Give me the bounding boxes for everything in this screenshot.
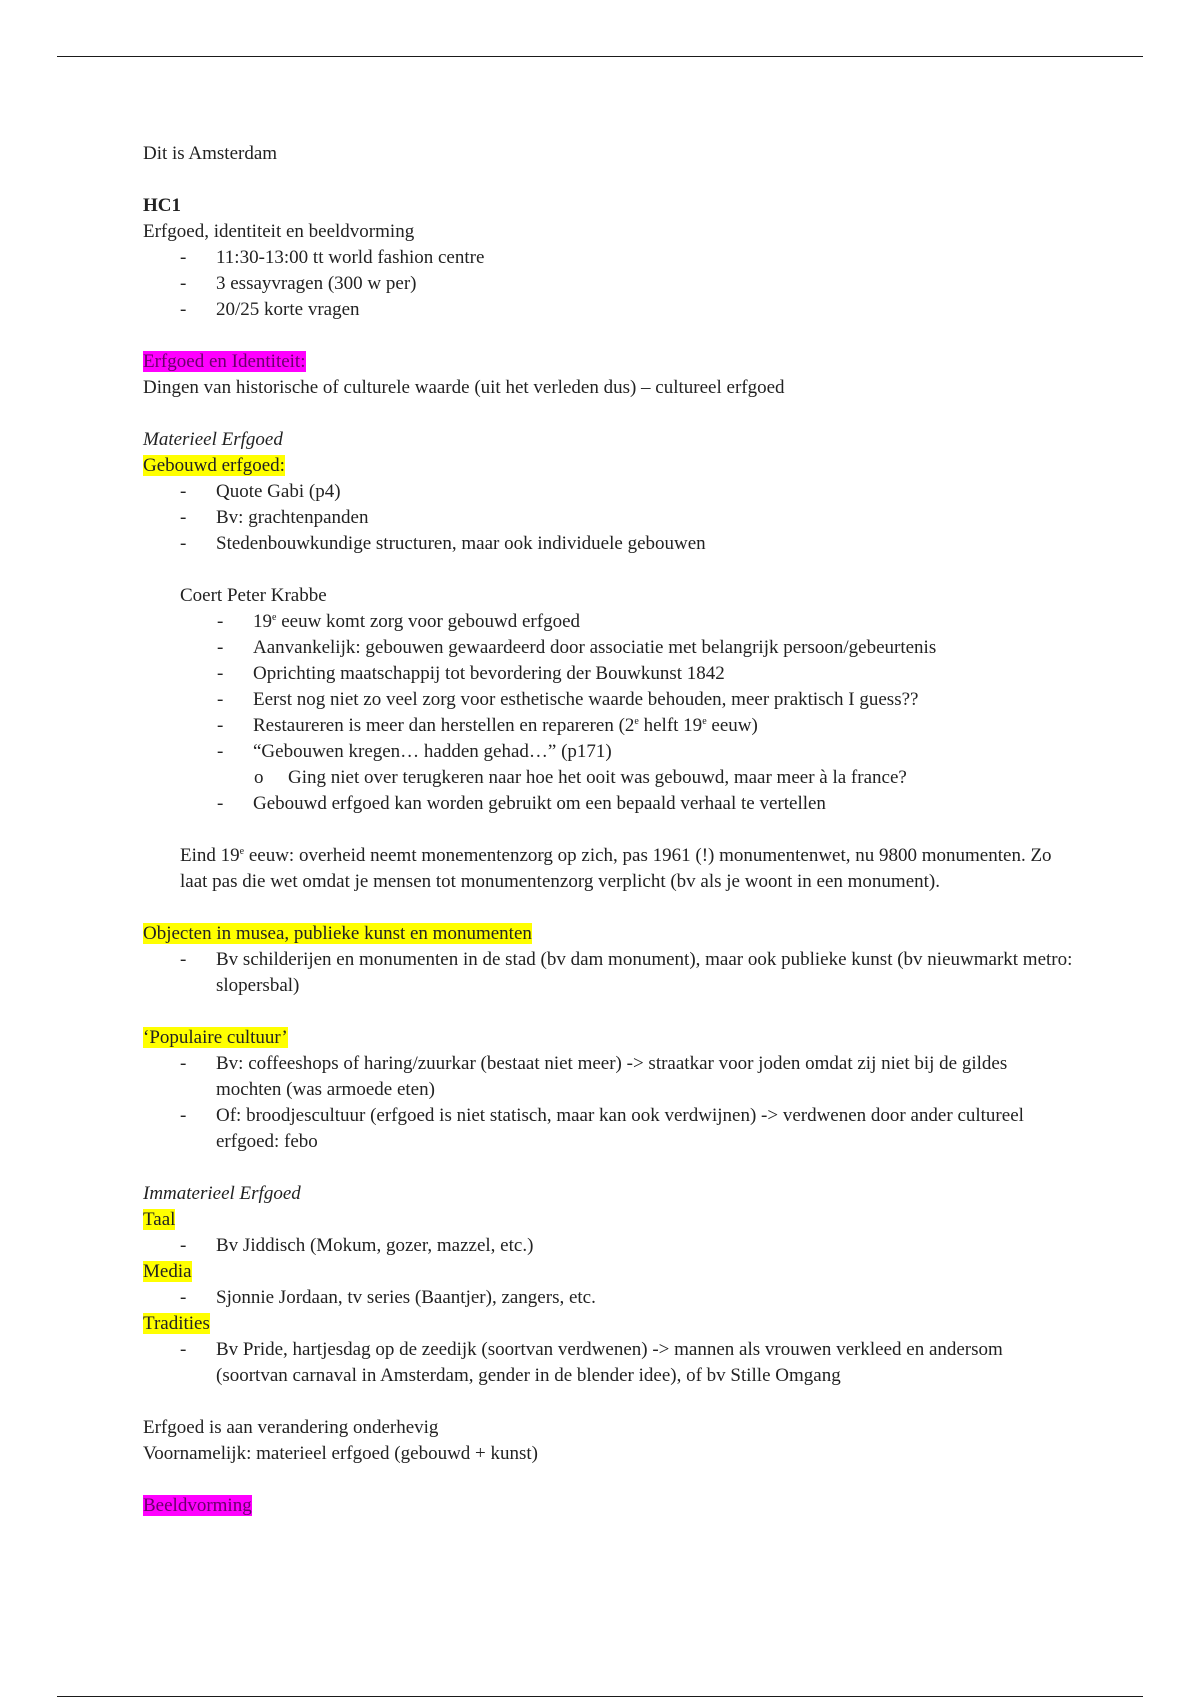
lecture-info-list: [143, 245, 1073, 323]
list-item: - Gebouwd erfgoed kan worden gebruikt om een bepaald verhaal te vertellen: [143, 791, 1073, 817]
list-item: - Aanvankelijk: gebouwen gewaardeerd door associatie met belangrijk persoon/gebeurtenis: [143, 635, 1073, 661]
list-item: - Oprichting maatschappij tot bevordering der Bouwkunst 1842: [143, 661, 1073, 687]
list-item: - 3 essayvragen (300 w per): [143, 271, 1073, 297]
closing-line-2: Voornamelijk: materieel erfgoed (gebouwd + kunst): [143, 1443, 539, 1464]
header-rule: [57, 56, 1143, 57]
coert-list: [143, 609, 1073, 817]
list-item: - Quote Gabi (p4): [143, 479, 1073, 505]
materieel-heading: Materieel Erfgoed: [143, 429, 283, 450]
lecture-subtitle: Erfgoed, identiteit en beeldvorming: [143, 221, 415, 242]
list-item: - Bv: grachtenpanden: [143, 505, 1073, 531]
list-item: - Stedenbouwkundige structuren, maar ook individuele gebouwen: [143, 531, 1073, 557]
list-item: - Bv schilderijen en monumenten in de stad (bv dam monument), maar ook publieke kunst (bv nieuwmarkt metro: slopersbal): [143, 947, 1073, 999]
document-title-line: Dit is Amsterdam: [143, 143, 278, 164]
section-definition: Dingen van historische of culturele waarde (uit het verleden dus) – cultureel erfgoed: [143, 377, 785, 398]
closing-line-1: Erfgoed is aan verandering onderhevig: [143, 1417, 439, 1438]
document-body: [143, 141, 1073, 1519]
footer-rule: [57, 1696, 1143, 1697]
immaterieel-heading: Immaterieel Erfgoed: [143, 1183, 301, 1204]
list-item: - 11:30-13:00 tt world fashion centre: [143, 245, 1073, 271]
list-item: - Restaureren is meer dan herstellen en repareren (2e helft 19e eeuw): [143, 713, 1073, 739]
gebouwd-list: [143, 479, 1073, 557]
media-heading: Media: [143, 1261, 192, 1282]
list-item: - “Gebouwen kregen… hadden gehad…” (p171): [143, 739, 1073, 765]
gebouwd-erfgoed-heading: Gebouwd erfgoed:: [143, 455, 285, 476]
tradities-list: [143, 1337, 1073, 1389]
list-item: - Sjonnie Jordaan, tv series (Baantjer), zangers, etc.: [143, 1285, 1073, 1311]
populaire-cultuur-heading: ‘Populaire cultuur’: [143, 1027, 288, 1048]
list-item: - Eerst nog niet zo veel zorg voor esthetische waarde behouden, meer praktisch I guess??: [143, 687, 1073, 713]
objecten-heading: Objecten in musea, publieke kunst en monumenten: [143, 923, 532, 944]
lecture-heading: HC1: [143, 195, 181, 216]
list-item: - Bv Jiddisch (Mokum, gozer, mazzel, etc.): [143, 1233, 1073, 1259]
list-item: - Of: broodjescultuur (erfgoed is niet statisch, maar kan ook verdwijnen) -> verdwenen door ander cultureel erfgoed: febo: [143, 1103, 1073, 1155]
coert-heading: Coert Peter Krabbe: [180, 585, 327, 606]
list-item: - Bv Pride, hartjesdag op de zeedijk (soortvan verdwenen) -> mannen als vrouwen verkleed en andersom (soortvan carnaval in Amsterdam, gender in de blender idee), of bv Stille Omgang: [143, 1337, 1073, 1389]
list-item: - Bv: coffeeshops of haring/zuurkar (bestaat niet meer) -> straatkar voor joden omdat zij niet bij de gildes mochten (was armoede eten): [143, 1051, 1073, 1103]
sub-list-item: o Ging niet over terugkeren naar hoe het ooit was gebouwd, maar meer à la france?: [143, 765, 1073, 791]
eind-paragraph: Eind 19e eeuw: overheid neemt monementenzorg op zich, pas 1961 (!) monumentenwet, nu 9800 monumenten. Zo laat pas die wet omdat je mensen tot monumentenzorg verplicht (bv als je woont in een monument).: [180, 845, 1052, 892]
objecten-list: [143, 947, 1073, 999]
populaire-list: [143, 1051, 1073, 1155]
section-heading-erfgoed-identiteit: Erfgoed en Identiteit:: [143, 351, 306, 372]
list-item: - 20/25 korte vragen: [143, 297, 1073, 323]
media-list: [143, 1285, 1073, 1311]
tradities-heading: Tradities: [143, 1313, 210, 1334]
list-item: - 19e eeuw komt zorg voor gebouwd erfgoed: [143, 609, 1073, 635]
beeldvorming-heading: Beeldvorming: [143, 1495, 252, 1516]
taal-heading: Taal: [143, 1209, 176, 1230]
taal-list: [143, 1233, 1073, 1259]
